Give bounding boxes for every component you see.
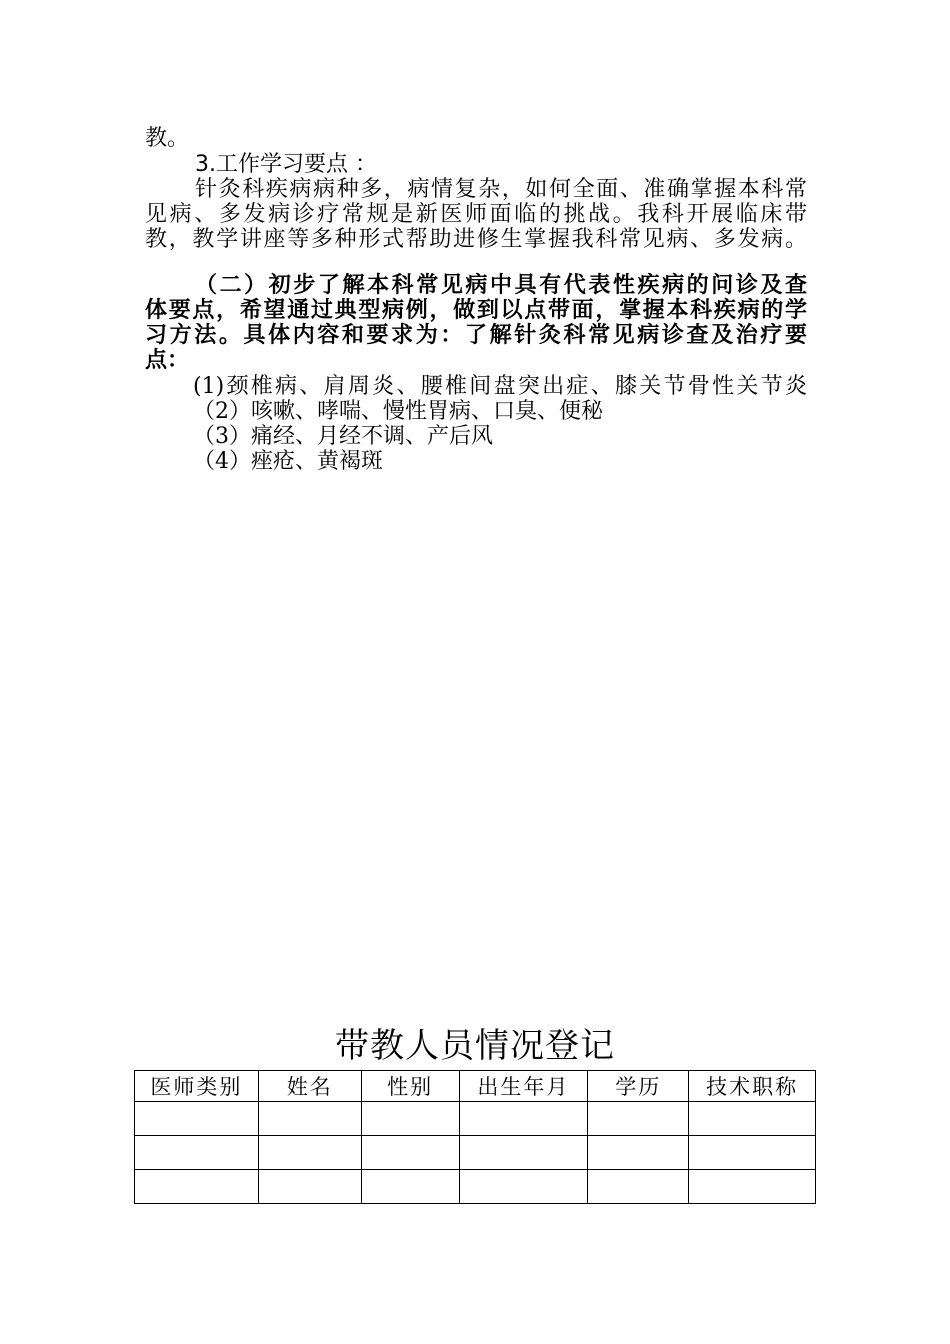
section-2-bold-line-4: 点： (145, 348, 190, 373)
table-cell[interactable] (689, 1102, 816, 1136)
header-physician-type: 医师类别 (135, 1071, 259, 1102)
table-cell[interactable] (135, 1102, 259, 1136)
list-item-2: （2）咳嗽、哮喘、慢性胃病、口臭、便秘 (193, 399, 603, 424)
section-2-bold-line-1: （二）初步了解本科常见病中具有代表性疾病的问诊及查 (195, 273, 807, 298)
table-cell[interactable] (459, 1102, 588, 1136)
table-row (135, 1136, 816, 1170)
list-item-4: （4）痤疮、黄褐斑 (193, 449, 383, 474)
table-cell[interactable] (258, 1102, 361, 1136)
header-name: 姓名 (258, 1071, 361, 1102)
continuation-text: 教。 (145, 126, 190, 151)
table-cell[interactable] (689, 1136, 816, 1170)
section-2-bold-line-2: 体要点，希望通过典型病例，做到以点带面，掌握本科疾病的学 (145, 298, 807, 323)
section-2-bold-line-3: 习方法。具体内容和要求为：了解针灸科常见病诊查及治疗要 (145, 323, 807, 348)
table-cell[interactable] (135, 1170, 259, 1204)
table-cell[interactable] (459, 1170, 588, 1204)
table-cell[interactable] (258, 1136, 361, 1170)
table-header-row (135, 1071, 816, 1102)
table-cell[interactable] (258, 1170, 361, 1204)
list-item-3: （3）痛经、月经不调、产后风 (193, 424, 493, 449)
section-3-para-line-1: 针灸科疾病病种多，病情复杂，如何全面、准确掌握本科常 (195, 177, 807, 202)
table-cell[interactable] (135, 1136, 259, 1170)
header-birth-date: 出生年月 (459, 1071, 588, 1102)
table-row (135, 1102, 816, 1136)
section-3-para-line-2: 见病、多发病诊疗常规是新医师面临的挑战。我科开展临床带 (145, 202, 807, 227)
registration-table (134, 1070, 816, 1204)
table-cell[interactable] (459, 1136, 588, 1170)
table-cell[interactable] (361, 1170, 459, 1204)
table-cell[interactable] (588, 1136, 689, 1170)
header-technical-title: 技术职称 (689, 1071, 816, 1102)
header-gender: 性别 (361, 1071, 459, 1102)
list-item-1: (1)颈椎病、肩周炎、腰椎间盘突出症、膝关节骨性关节炎 (193, 374, 807, 399)
section-3-para-line-3: 教，教学讲座等多种形式帮助进修生掌握我科常见病、多发病。 (145, 227, 807, 252)
table-cell[interactable] (588, 1170, 689, 1204)
table-row (135, 1170, 816, 1204)
table-cell[interactable] (361, 1136, 459, 1170)
table-cell[interactable] (689, 1170, 816, 1204)
registration-title: 带教人员情况登记 (335, 1026, 615, 1066)
table-cell[interactable] (361, 1102, 459, 1136)
section-3-heading: 3.工作学习要点 ： (195, 152, 377, 177)
table-cell[interactable] (588, 1102, 689, 1136)
header-education: 学历 (588, 1071, 689, 1102)
